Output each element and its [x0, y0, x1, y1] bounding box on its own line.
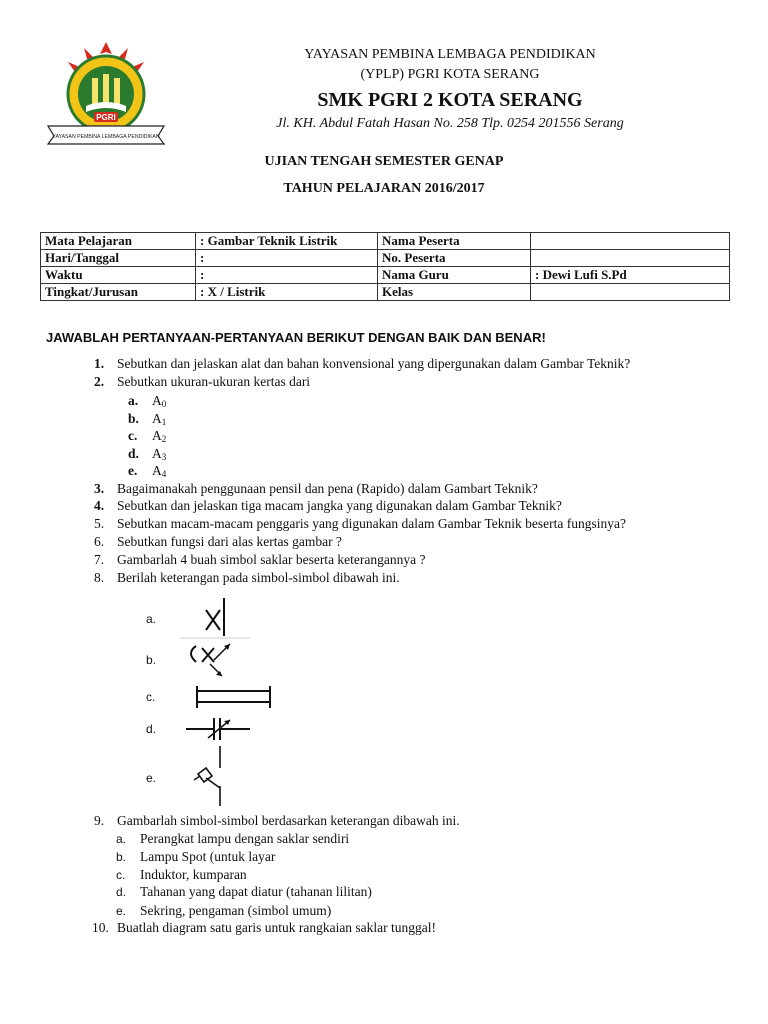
table-cell: No. Peserta	[378, 250, 531, 267]
logo-ribbon-text: YAYASAN PEMBINA LEMBAGA PENDIDIKAN	[52, 134, 160, 140]
question-text: Gambarlah simbol-simbol berdasarkan keterangan dibawah ini.	[117, 813, 460, 828]
table-cell: : X / Listrik	[196, 284, 378, 301]
branch-name: (YPLP) PGRI KOTA SERANG	[360, 67, 540, 82]
question-text: Sebutkan dan jelaskan alat dan bahan konvensional yang dipergunakan dalam Gambar Teknik?	[117, 356, 631, 371]
switch-symbol-icon	[180, 596, 250, 640]
item-text: Induktor, kumparan	[140, 867, 247, 882]
option-label: c.	[128, 428, 138, 443]
item-text: Perangkat lampu dengan saklar sendiri	[140, 831, 350, 846]
question-number: 1.	[94, 356, 105, 371]
pull-switch-symbol-icon	[190, 746, 234, 808]
variable-capacitor-symbol-icon	[184, 714, 254, 744]
table-cell: Kelas	[378, 284, 531, 301]
symbol-label: b.	[146, 653, 157, 667]
question-text: Sebutkan fungsi dari alas kertas gambar ?	[117, 534, 342, 549]
item-label: a.	[116, 832, 127, 846]
option-label: a.	[128, 393, 139, 408]
item-label: d.	[116, 885, 127, 899]
option-label: d.	[128, 446, 139, 461]
table-cell: :	[196, 267, 378, 284]
question-text: Sebutkan macam-macam penggaris yang digunakan dalam Gambar Teknik beserta fungsinya?	[117, 516, 627, 531]
question-number: 10.	[92, 920, 109, 935]
item-label: c.	[116, 868, 126, 882]
table-cell: :	[196, 250, 378, 267]
question-number: 6.	[94, 534, 105, 549]
logo-text: PGRI	[96, 113, 116, 122]
table-cell: : Dewi Lufi S.Pd	[531, 267, 730, 284]
option-text: $A_3$	[152, 446, 167, 462]
option-text: $A_0$	[152, 393, 167, 409]
table-row	[41, 267, 730, 284]
table-row	[41, 284, 730, 301]
question-number: 2.	[94, 374, 105, 389]
option-text: $A_2$	[152, 428, 167, 444]
exam-title: UJIAN TENGAH SEMESTER GENAP	[264, 154, 504, 169]
item-label: e.	[116, 904, 127, 918]
item-text: Lampu Spot (untuk layar	[140, 849, 276, 864]
table-cell: Hari/Tanggal	[41, 250, 196, 267]
school-address: Jl. KH. Abdul Fatah Hasan No. 258 Tlp. 0254 201556 Serang	[276, 116, 624, 131]
option-text: $A_1$	[152, 411, 167, 427]
table-cell: Nama Guru	[378, 267, 531, 284]
table-row	[41, 250, 730, 267]
table-cell	[531, 233, 730, 250]
table-row	[41, 233, 730, 250]
option-text: $A_4$	[152, 463, 167, 479]
item-text: Tahanan yang dapat diatur (tahanan lilitan)	[140, 884, 372, 899]
table-cell	[531, 250, 730, 267]
foundation-name: YAYASAN PEMBINA LEMBAGA PENDIDIKAN	[304, 47, 596, 62]
symbol-label: d.	[146, 722, 157, 736]
question-text: Berilah keterangan pada simbol-simbol dibawah ini.	[117, 570, 400, 585]
instruction: JAWABLAH PERTANYAAN-PERTANYAAN BERIKUT DENGAN BAIK DAN BENAR!	[46, 330, 546, 345]
table-cell: Waktu	[41, 267, 196, 284]
table-cell: Tingkat/Jurusan	[41, 284, 196, 301]
question-number: 4.	[94, 498, 105, 513]
adjustable-capacitor-symbol-icon	[182, 640, 242, 680]
symbol-label: e.	[146, 771, 157, 785]
exam-year: TAHUN PELAJARAN 2016/2017	[283, 181, 485, 196]
school-name: SMK PGRI 2 KOTA SERANG	[317, 89, 583, 111]
option-label: b.	[128, 411, 139, 426]
question-number: 7.	[94, 552, 105, 567]
question-number: 5.	[94, 516, 105, 531]
question-text: Buatlah diagram satu garis untuk rangkaian saklar tunggal!	[117, 920, 437, 935]
question-text: Sebutkan ukuran-ukuran kertas dari	[117, 374, 311, 389]
item-text: Sekring, pengaman (simbol umum)	[140, 903, 332, 918]
question-text: Bagaimanakah penggunaan pensil dan pena (Rapido) dalam Gambart Teknik?	[117, 481, 538, 496]
question-number: 9.	[94, 813, 105, 828]
info-table	[40, 232, 730, 301]
table-cell	[531, 284, 730, 301]
item-label: b.	[116, 850, 127, 864]
question-number: 8.	[94, 570, 105, 585]
question-text: Gambarlah 4 buah simbol saklar beserta keterangannya ?	[117, 552, 426, 567]
table-cell: Nama Peserta	[378, 233, 531, 250]
pgri-logo-icon	[44, 40, 168, 146]
table-cell: : Gambar Teknik Listrik	[196, 233, 378, 250]
option-label: e.	[128, 463, 138, 478]
symbol-label: c.	[146, 690, 156, 704]
table-cell: Mata Pelajaran	[41, 233, 196, 250]
question-text: Sebutkan dan jelaskan tiga macam jangka yang digunakan dalam Gambar Teknik?	[117, 498, 562, 513]
resistor-bar-symbol-icon	[194, 684, 274, 710]
question-number: 3.	[94, 481, 105, 496]
symbol-label: a.	[146, 612, 157, 626]
